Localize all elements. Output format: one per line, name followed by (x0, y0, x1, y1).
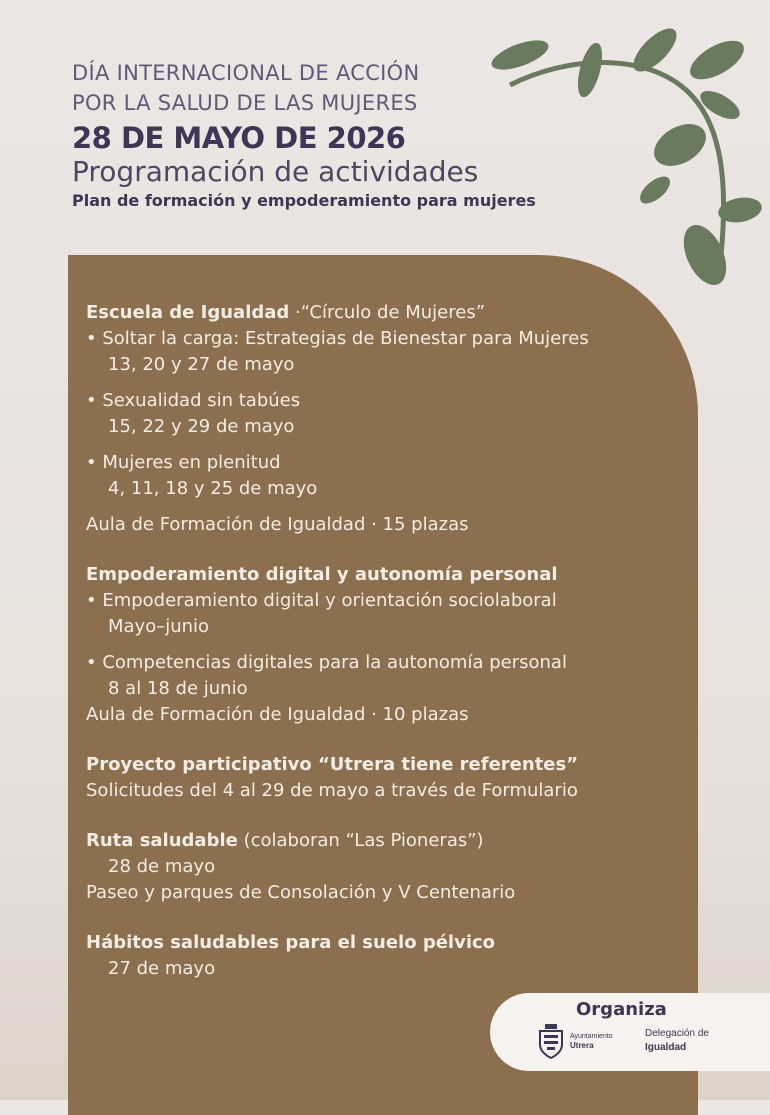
event-date: 28 DE MAYO DE 2026 (72, 121, 406, 155)
activity-item: • Mujeres en plenitud (86, 452, 281, 473)
activity-dates: 13, 20 y 27 de mayo (108, 354, 295, 375)
activity-dates: 27 de mayo (108, 958, 216, 979)
activity-dates: 8 al 18 de junio (108, 678, 248, 699)
event-title-line1: DÍA INTERNACIONAL DE ACCIÓN (72, 61, 420, 85)
section-escuela-title (86, 300, 686, 326)
ayuntamiento-label: Ayuntamiento (570, 1033, 613, 1040)
section-title: Ruta saludable (86, 830, 238, 851)
activity-dates: 15, 22 y 29 de mayo (108, 416, 295, 437)
section-habitos-title: Hábitos saludables para el suelo pélvico (86, 932, 496, 953)
section-subtitle: (colaboran “Las Pioneras”) (237, 830, 484, 851)
activities-list (86, 300, 686, 982)
plan-subtitle: Plan de formación y empoderamiento para mujeres (72, 191, 536, 210)
activity-detail: Solicitudes del 4 al 29 de mayo a través de Formulario (86, 780, 578, 801)
section-ruta-title (86, 828, 686, 854)
activity-dates: 28 de mayo (108, 856, 216, 877)
leaf-branch-icon (480, 15, 770, 285)
coat-of-arms-icon (538, 1023, 564, 1059)
organizer-title: Organiza (576, 999, 667, 1020)
activity-item: • Sexualidad sin tabúes (86, 390, 301, 411)
utrera-label: Utrera (570, 1041, 594, 1050)
section-proyecto-title: Proyecto participativo “Utrera tiene referentes” (86, 754, 579, 775)
activity-item: • Soltar la carga: Estrategias de Bienestar para Mujeres (86, 328, 589, 349)
delegacion-label: Delegación de (645, 1028, 709, 1039)
activity-dates: Mayo–junio (108, 616, 210, 637)
activity-location: Aula de Formación de Igualdad · 10 plazas (86, 704, 469, 725)
section-digital-title: Empoderamiento digital y autonomía personal (86, 564, 558, 585)
activity-item: • Empoderamiento digital y orientación sociolaboral (86, 590, 557, 611)
program-title: Programación de actividades (72, 155, 479, 188)
activity-detail: Paseo y parques de Consolación y V Centenario (86, 882, 516, 903)
organizer-box (490, 993, 770, 1071)
activity-dates: 4, 11, 18 y 25 de mayo (108, 478, 318, 499)
section-subtitle: ·“Círculo de Mujeres” (289, 302, 486, 323)
igualdad-label: Igualdad (645, 1042, 687, 1053)
activity-location: Aula de Formación de Igualdad · 15 plazas (86, 514, 469, 535)
section-title: Escuela de Igualdad (86, 302, 290, 323)
event-title-line2: POR LA SALUD DE LAS MUJERES (72, 91, 418, 115)
activity-item: • Competencias digitales para la autonomía personal (86, 652, 567, 673)
